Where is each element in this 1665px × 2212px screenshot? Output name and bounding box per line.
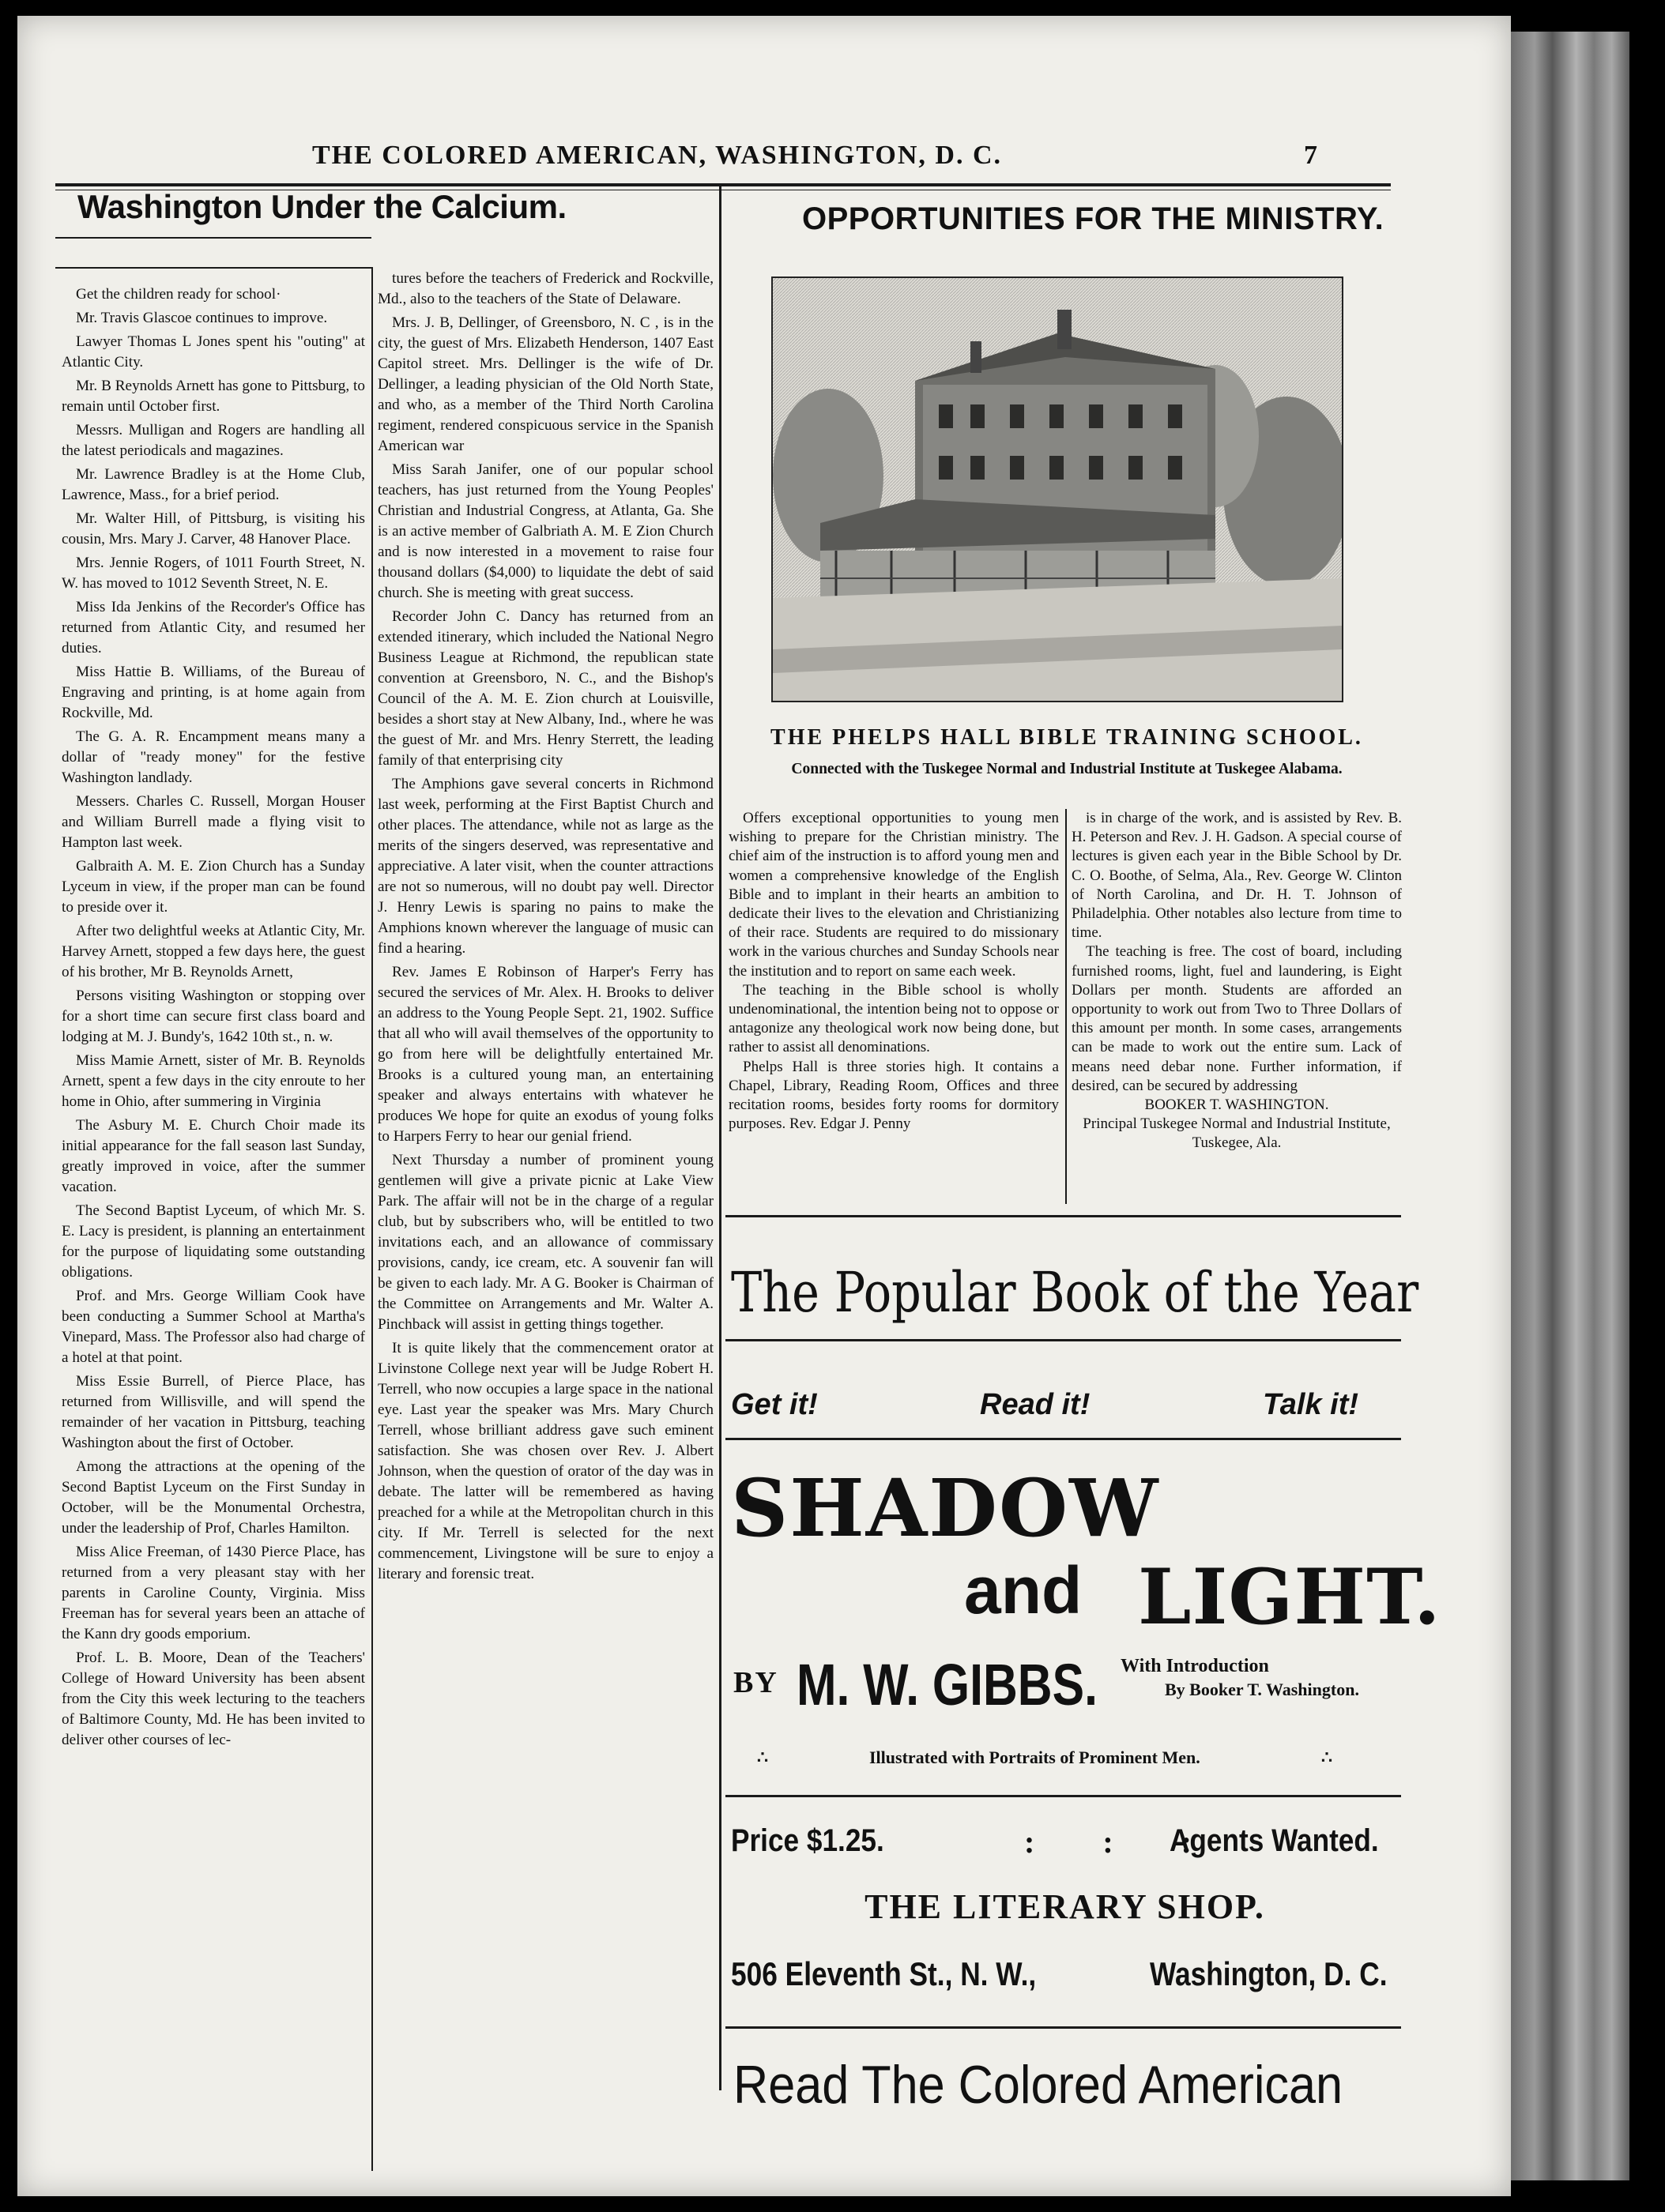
masthead-rule (55, 183, 1391, 186)
author-name: M. W. GIBBS. (797, 1652, 1098, 1717)
paragraph: The teaching in the Bible school is wholly undenominational, the intention being not to oppose or antagonize any theological work now being done, but rather to assist all denominations. (729, 981, 1059, 1056)
paragraph: Miss Sarah Janifer, one of our popular school teachers, has just returned from the Young Peoples' Christian and Industrial Congress, at Atlanta, Ga. She is an active member of Galbriath A. M. E Zion Church and is now interested in a movement to raise four thousand dollars ($4,000) to liquidate the debt of said church. She is meeting with great success. (378, 461, 714, 601)
paragraph: Get the children ready for school· (76, 286, 281, 303)
paragraph: Among the attractions at the opening of the Second Baptist Lyceum on the First Sunday in October, will be the Monumental Orchestra, under the leadership of Prof, Charles Hamilton. (62, 1458, 365, 1537)
by-text: BY (733, 1666, 778, 1699)
ornament-right-icon: ∴ (1321, 1747, 1332, 1767)
paragraph: Miss Ida Jenkins of the Recorder's Office has returned from Atlantic City, and resumed her duties. (62, 599, 365, 656)
paragraph: Mr. B Reynolds Arnett has gone to Pittsburg, to remain until October first. (62, 378, 365, 415)
agents-wanted: Agents Wanted. (1170, 1823, 1379, 1858)
section-title: Washington Under the Calcium. (77, 188, 567, 225)
ad-rule-3 (725, 1795, 1401, 1797)
section-title-rule (55, 237, 371, 239)
paragraph: Miss Alice Freeman, of 1430 Pierce Place, has returned from a very pleasant stay with her parents in Caroline County, Virginia. Miss Freeman has for several years been an attache of the Kann dry goods emporium. (62, 1544, 365, 1642)
signature-title: Principal Tuskegee Normal and Industrial Institute, Tuskegee, Ala. (1083, 1115, 1391, 1152)
book-title-shadow: SHADOW (731, 1462, 1160, 1555)
paragraph: The Asbury M. E. Church Choir made its initial appearance for the fall season last Sunday, greatly improved in voice, after the summer vacation. (62, 1117, 365, 1195)
paragraph: Mr. Walter Hill, of Pittsburg, is visiting his cousin, Mrs. Mary J. Carver, 48 Hanover Place. (62, 510, 365, 547)
paragraph: The G. A. R. Encampment means many a dollar of "ready money" for the festive Washington landlady. (62, 728, 365, 786)
paragraph: Messers. Charles C. Russell, Morgan Houser and William Burrell made a flying visit to Hampton last week. (62, 793, 365, 851)
ad-rule-4 (725, 2026, 1401, 2029)
ministry-column-b (1072, 809, 1402, 1153)
book-title-and: and (964, 1553, 1083, 1627)
ad-rule-2 (725, 1438, 1401, 1440)
section-title-rule-2 (55, 267, 371, 269)
news-column-1 (62, 284, 365, 1754)
book-page-edges (1511, 32, 1629, 2180)
shop-city: Washington, D. C. (1150, 1955, 1388, 1992)
paragraph: Mr. Travis Glascoe continues to improve. (76, 310, 328, 326)
paragraph: Galbraith A. M. E. Zion Church has a Sunday Lyceum in view, if the proper man can be found to preside over it. (62, 858, 365, 916)
photo-subcaption: Connected with the Tuskegee Normal and Industrial Institute at Tuskegee Alabama. (791, 761, 1343, 777)
ad-rule-1 (725, 1339, 1401, 1341)
paragraph: The Amphions gave several concerts in Richmond last week, performing at the First Baptist Church and other places. The attendance, while not as large as the merits of the singers deserved, was representative and appreciative. A later visit, when the counter attractions are not so numerous, will no doubt pay well. Director J. Henry Lewis is sparing no pains to make the Amphions known wherever the language of music can find a hearing. (378, 776, 714, 957)
paragraph: Miss Mamie Arnett, sister of Mr. B. Reynolds Arnett, spent a few days in the city enroute to her home in Ohio, after summering in Virginia (62, 1052, 365, 1110)
news-column-2 (378, 269, 714, 1588)
introduction-author: By Booker T. Washington. (1165, 1680, 1359, 1699)
footer-slogan: Read The Colored American (733, 2055, 1343, 2115)
ministry-column-rule (1065, 809, 1067, 1204)
paragraph: Mr. Lawrence Bradley is at the Home Club, Lawrence, Mass., for a brief period. (62, 466, 365, 503)
read-it-text: Read it! (980, 1388, 1091, 1421)
talk-it-text: Talk it! (1263, 1388, 1359, 1421)
paragraph: Mrs. J. B, Dellinger, of Greensboro, N. C , is in the city, the guest of Mrs. Elizabeth Henderson, 1407 East Capitol street. Mrs. Dellinger is the wife of Dr. Dellinger, a leading physician of the Old North State, and who, as a member of the Third North Carolina regiment, rendered conspicuous service in the Spanish American war (378, 314, 714, 454)
column-rule-1 (371, 267, 373, 2171)
literary-shop-name: THE LITERARY SHOP. (865, 1887, 1265, 1926)
price-colons: : : : (1024, 1824, 1222, 1860)
shop-address: 506 Eleventh St., N. W., (731, 1955, 1037, 1992)
introduction-label: With Introduction (1121, 1656, 1269, 1676)
column-rule-2 (719, 186, 721, 2090)
photo-caption: THE PHELPS HALL BIBLE TRAINING SCHOOL. (770, 725, 1363, 750)
paragraph: Next Thursday a number of prominent young gentlemen will give a private picnic at Lake View Park. The affair will not be in the charge of a regular club, but by subscribers who, will be entitled to two invitations each, and an allowance of commissary provisions, candy, ice cream, etc. A souvenir fan will be given to each lady. Mr. A G. Booker is Chairman of the Committee on Arrangements and Mr. Walter A. Pinchback will assist in getting things together. (378, 1152, 714, 1333)
paragraph: Mrs. Jennie Rogers, of 1011 Fourth Street, N. W. has moved to 1012 Seventh Street, N. E. (62, 555, 365, 592)
paragraph: Recorder John C. Dancy has returned from an extended itinerary, which included the National Negro Business League at Richmond, the republican state convention at Greensboro, N. C., and the Bishop's Council of the A. M. E. Zion church at Louisville, besides a short stay at New Albany, Ind., where he was the guest of Mr. and Mrs. Henry Sterrett, the leading family of that enterprising city (378, 608, 714, 769)
get-it-text: Get it! (731, 1388, 818, 1421)
paragraph: Lawyer Thomas L Jones spent his "outing" at Atlantic City. (62, 333, 365, 371)
paragraph: Phelps Hall is three stories high. It contains a Chapel, Library, Reading Room, Offices and three recitation rooms, besides forty rooms for dormitory purposes. Rev. Edgar J. Penny (729, 1058, 1059, 1133)
signature-name: BOOKER T. WASHINGTON. (1144, 1097, 1329, 1114)
masthead-title: THE COLORED AMERICAN, WASHINGTON, D. C. (312, 141, 1003, 170)
book-price: Price $1.25. (731, 1823, 884, 1858)
paragraph: After two delightful weeks at Atlantic City, Mr. Harvey Arnett, stopped a few days here, the guest of his brother, Mr B. Reynolds Arnett, (62, 923, 365, 980)
paragraph: Persons visiting Washington or stopping over for a short time can secure first class board and lodging at M. J. Bundy's, 1642 10th st., n. w. (62, 988, 365, 1045)
paragraph: tures before the teachers of Frederick and Rockville, Md., also to the teachers of the State of Delaware. (378, 270, 714, 307)
paragraph: Miss Essie Burrell, of Pierce Place, has returned from Willisville, and will spend the remainder of her vacation in Pittsburg, teaching Washington about the first of October. (62, 1373, 365, 1451)
paragraph: Miss Hattie B. Williams, of the Bureau of Engraving and printing, is at home again from Rockville, Md. (62, 664, 365, 721)
phelps-hall-photo (771, 276, 1343, 702)
page-number: 7 (1304, 141, 1317, 170)
paragraph: Offers exceptional opportunities to young men wishing to prepare for the Christian ministry. The chief aim of the instruction is to afford young men and women a comprehensive knowledge of the English Bible and to implant in their hearts an ambition to dedicate their lives to the elevation and Christianizing of their race. Students are required to do missionary work in the various churches and Sunday Schools near the institution and to report on same each week. (729, 810, 1059, 980)
paragraph: Prof. and Mrs. George William Cook have been conducting a Summer School at Martha's Vinepard, Mass. The Professor also had charge of a hotel at that point. (62, 1288, 365, 1366)
ornament-left-icon: ∴ (757, 1747, 768, 1767)
book-ad-headline: The Popular Book of the Year (731, 1260, 1419, 1325)
ad-top-rule (725, 1215, 1401, 1217)
paragraph: is in charge of the work, and is assisted by Rev. B. H. Peterson and Rev. J. H. Gadson. A special course of lectures is given each year in the Bible School by Dr. C. O. Boothe, of Selma, Ala., Rev. George W. Clinton of North Carolina, and Dr. H. T. Johnson of Philadelphia. Other notables also lecture from time to time. (1072, 810, 1402, 942)
book-title-light: LIGHT. (1138, 1552, 1441, 1642)
paragraph: Rev. James E Robinson of Harper's Ferry has secured the services of Mr. Alex. H. Brooks to deliver an address to the Young People Sept. 21, 1902. Suffice that all who will avail themselves of the opportunity to go from here will be delightfully entertained Mr. Brooks is a cultured young man, an entertaining speaker and always entertains with whatever he produces We hope for quite an exodus of young folks to Harpers Ferry to hear our genial friend. (378, 964, 714, 1145)
illustrated-note: Illustrated with Portraits of Prominent Men. (869, 1747, 1200, 1767)
building-engraving-icon (773, 278, 1342, 701)
paragraph: Prof. L. B. Moore, Dean of the Teachers' College of Howard University has been absent from the City this week lecturing to the teachers of Baltimore County, Md. He has been invited to deliver other courses of lec- (62, 1650, 365, 1748)
paragraph: The Second Baptist Lyceum, of which Mr. S. E. Lacy is president, is planning an entertainment for the purpose of liquidating some outstanding obligations. (62, 1202, 365, 1281)
ministry-column-a (729, 809, 1059, 1134)
paragraph: The teaching is free. The cost of board, including furnished rooms, light, fuel and laundering, is Eight Dollars per month. Students are afforded an opportunity to work out from Two to Three Dollars of this amount per month. In some cases, arrangements can be made to work out the entire sum. Lack of means need debar none. Further information, if desired, can be secured by addressing (1072, 943, 1402, 1094)
paragraph: Messrs. Mulligan and Rogers are handling all the latest periodicals and magazines. (62, 422, 365, 459)
paragraph: It is quite likely that the commencement orator at Livinstone College next year will be Judge Robert H. Terrell, who now occupies a large space in the national eye. Last year the speaker was Mrs. Mary Church Terrell, whose brilliant address gave such eminent satisfaction. She was chosen over Rev. J. Albert Johnson, when the question of orator of the day was in debate. The latter will be remembered as having preached for a while at the Metropolitan church in this city. If Mr. Terrell is selected for the next commencement, Livingstone will be sure to enjoy a literary and forensic treat. (378, 1340, 714, 1582)
ministry-heading: OPPORTUNITIES FOR THE MINISTRY. (802, 201, 1384, 236)
